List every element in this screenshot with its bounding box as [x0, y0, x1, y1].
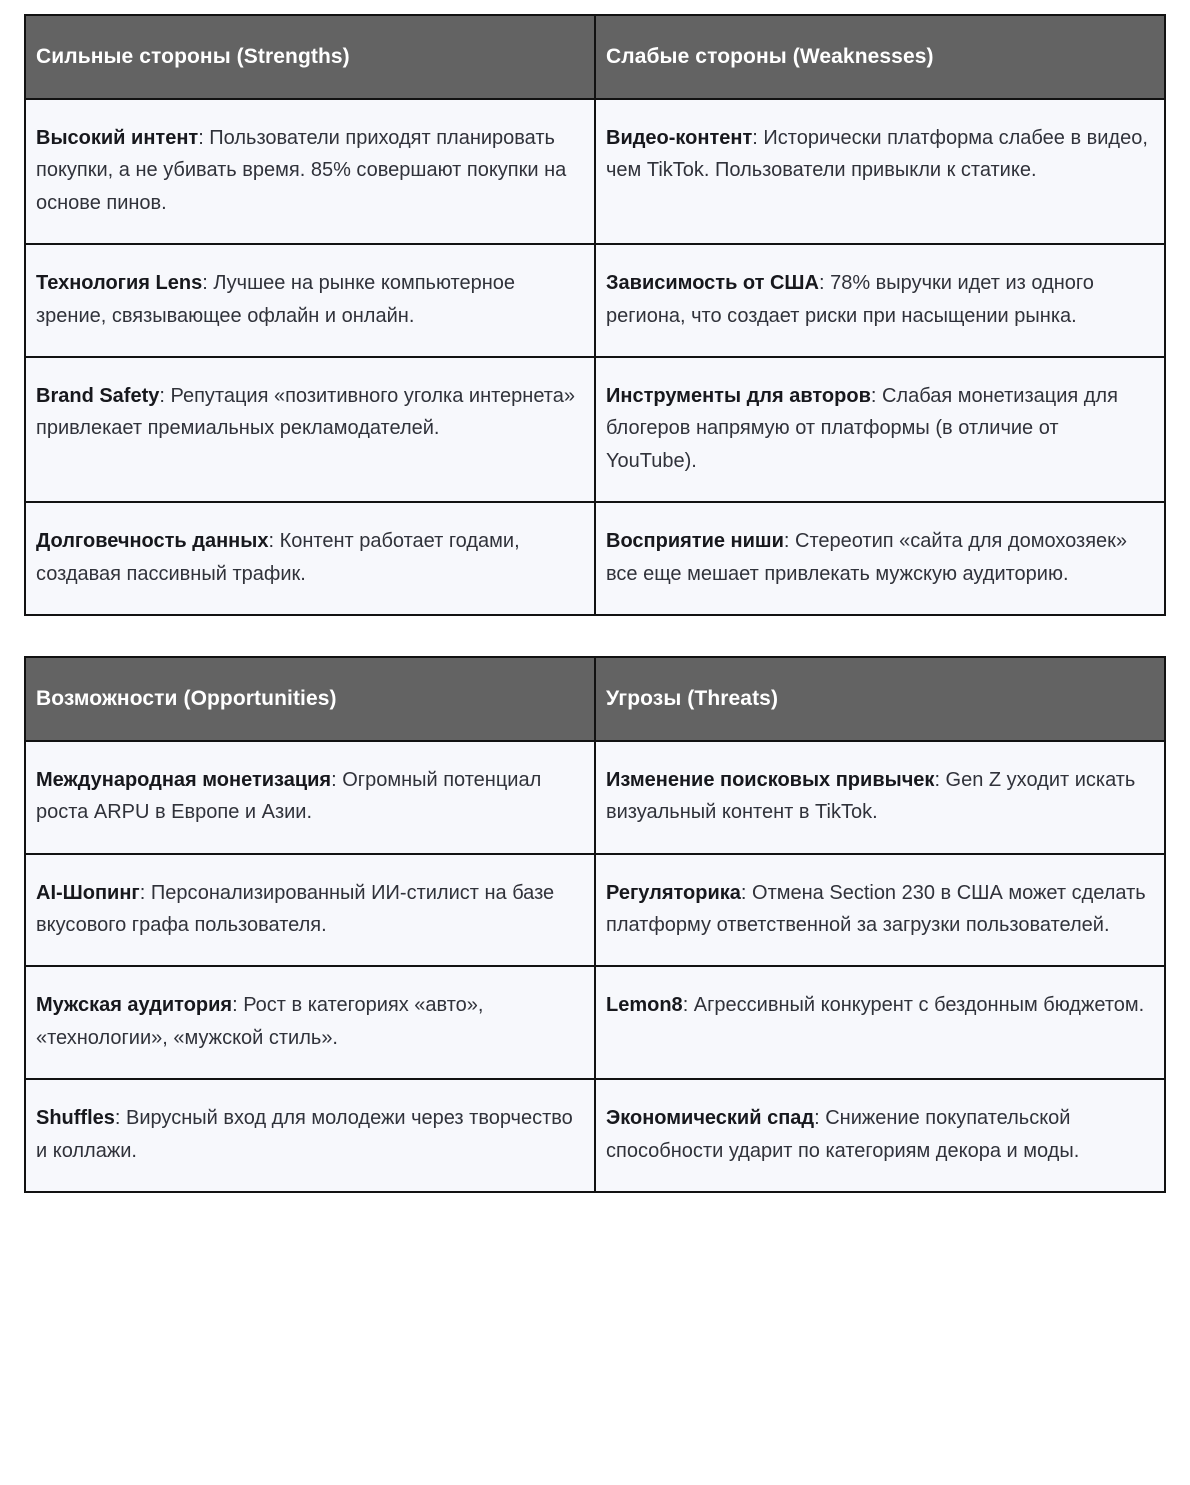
cell-lead: Регуляторика — [606, 881, 741, 904]
table-row — [25, 244, 1165, 357]
column-header-opportunities: Возможности (Opportunities) — [25, 657, 595, 741]
cell-lead: Экономический спад — [606, 1107, 815, 1130]
cell-text: : Слабая монетизация для блогеров напрямую от платформы (в отличие от YouTube). — [606, 384, 1118, 472]
cell-text: : Пользователи приходят планировать покупки, а не убивать время. 85% совершают покупки на основе пинов. — [36, 127, 567, 214]
cell-text: : 78% выручки идет из одного региона, что создает риски при насыщении рынка. — [606, 272, 1094, 327]
cell-weakness-2 — [595, 244, 1165, 357]
cell-strength-1 — [25, 99, 595, 244]
cell-opportunity-2 — [25, 854, 595, 967]
cell-threat-2 — [595, 854, 1165, 967]
cell-text: : Отмена Section 230 в США может сделать платформу ответственной за загрузки пользователей. — [606, 881, 1146, 937]
cell-lead: Инструменты для авторов — [606, 384, 871, 407]
column-header-threats: Угрозы (Threats) — [595, 657, 1165, 741]
cell-threat-3 — [595, 966, 1165, 1079]
cell-text: : Персонализированный ИИ-стилист на базе вкусового графа пользователя. — [36, 881, 555, 937]
cell-text: : Исторически платформа слабее в видео, чем TikTok. Пользователи привыкли к статике. — [606, 127, 1148, 182]
cell-lead: Восприятие ниши — [606, 530, 784, 553]
cell-lead: Brand Safety — [36, 384, 160, 407]
cell-strength-2 — [25, 244, 595, 357]
cell-text: : Агрессивный конкурент с бездонным бюджетом. — [682, 994, 1145, 1017]
strengths-weaknesses-table — [24, 14, 1166, 616]
cell-lead: Зависимость от США — [606, 272, 819, 295]
cell-opportunity-1 — [25, 741, 595, 854]
table-header — [25, 657, 1165, 741]
table-body — [25, 741, 1165, 1192]
table-row — [25, 966, 1165, 1079]
cell-lead: Высокий интент — [36, 127, 199, 149]
cell-lead: Мужская аудитория — [36, 994, 233, 1017]
table-row — [25, 99, 1165, 244]
table-row — [25, 1079, 1165, 1192]
cell-lead: Shuffles — [36, 1107, 115, 1130]
cell-lead: Видео-контент — [606, 127, 753, 149]
cell-threat-4 — [595, 1079, 1165, 1192]
table-body — [25, 99, 1165, 615]
cell-lead: AI-Шопинг — [36, 881, 140, 904]
cell-text: : Репутация «позитивного уголка интернета» привлекает премиальных рекламодателей. — [36, 384, 575, 440]
cell-lead: Международная монетизация — [36, 768, 332, 791]
cell-text: : Рост в категориях «авто», «технологии», «мужской стиль». — [36, 994, 484, 1049]
cell-opportunity-4 — [25, 1079, 595, 1192]
table-header — [25, 15, 1165, 99]
cell-text: : Gen Z уходит искать визуальный контент в TikTok. — [606, 768, 1136, 824]
cell-text: : Снижение покупательской способности ударит по категориям декора и моды. — [606, 1107, 1080, 1162]
cell-threat-1 — [595, 741, 1165, 854]
cell-text: : Контент работает годами, создавая пассивный трафик. — [36, 530, 520, 585]
column-header-weaknesses: Слабые стороны (Weaknesses) — [595, 15, 1165, 99]
table-row — [25, 741, 1165, 854]
cell-lead: Lemon8 — [606, 994, 683, 1017]
cell-opportunity-3 — [25, 966, 595, 1079]
cell-text: : Лучшее на рынке компьютерное зрение, связывающее офлайн и онлайн. — [36, 272, 515, 327]
cell-lead: Долговечность данных — [36, 530, 269, 553]
cell-text: : Огромный потенциал роста ARPU в Европе и Азии. — [36, 768, 542, 824]
cell-strength-3 — [25, 357, 595, 502]
cell-lead: Изменение поисковых привычек — [606, 768, 935, 791]
cell-lead: Технология Lens — [36, 272, 203, 295]
cell-weakness-4 — [595, 502, 1165, 615]
cell-text: : Вирусный вход для молодежи через творчество и коллажи. — [36, 1107, 573, 1162]
table-row — [25, 357, 1165, 502]
cell-text: : Стереотип «сайта для домохозяек» все еще мешает привлекать мужскую аудиторию. — [606, 530, 1128, 585]
cell-strength-4 — [25, 502, 595, 615]
header-row — [25, 657, 1165, 741]
cell-weakness-3 — [595, 357, 1165, 502]
column-header-strengths: Сильные стороны (Strengths) — [25, 15, 595, 99]
table-row — [25, 854, 1165, 967]
table-row — [25, 502, 1165, 615]
opportunities-threats-table — [24, 656, 1166, 1193]
header-row — [25, 15, 1165, 99]
cell-weakness-1 — [595, 99, 1165, 244]
